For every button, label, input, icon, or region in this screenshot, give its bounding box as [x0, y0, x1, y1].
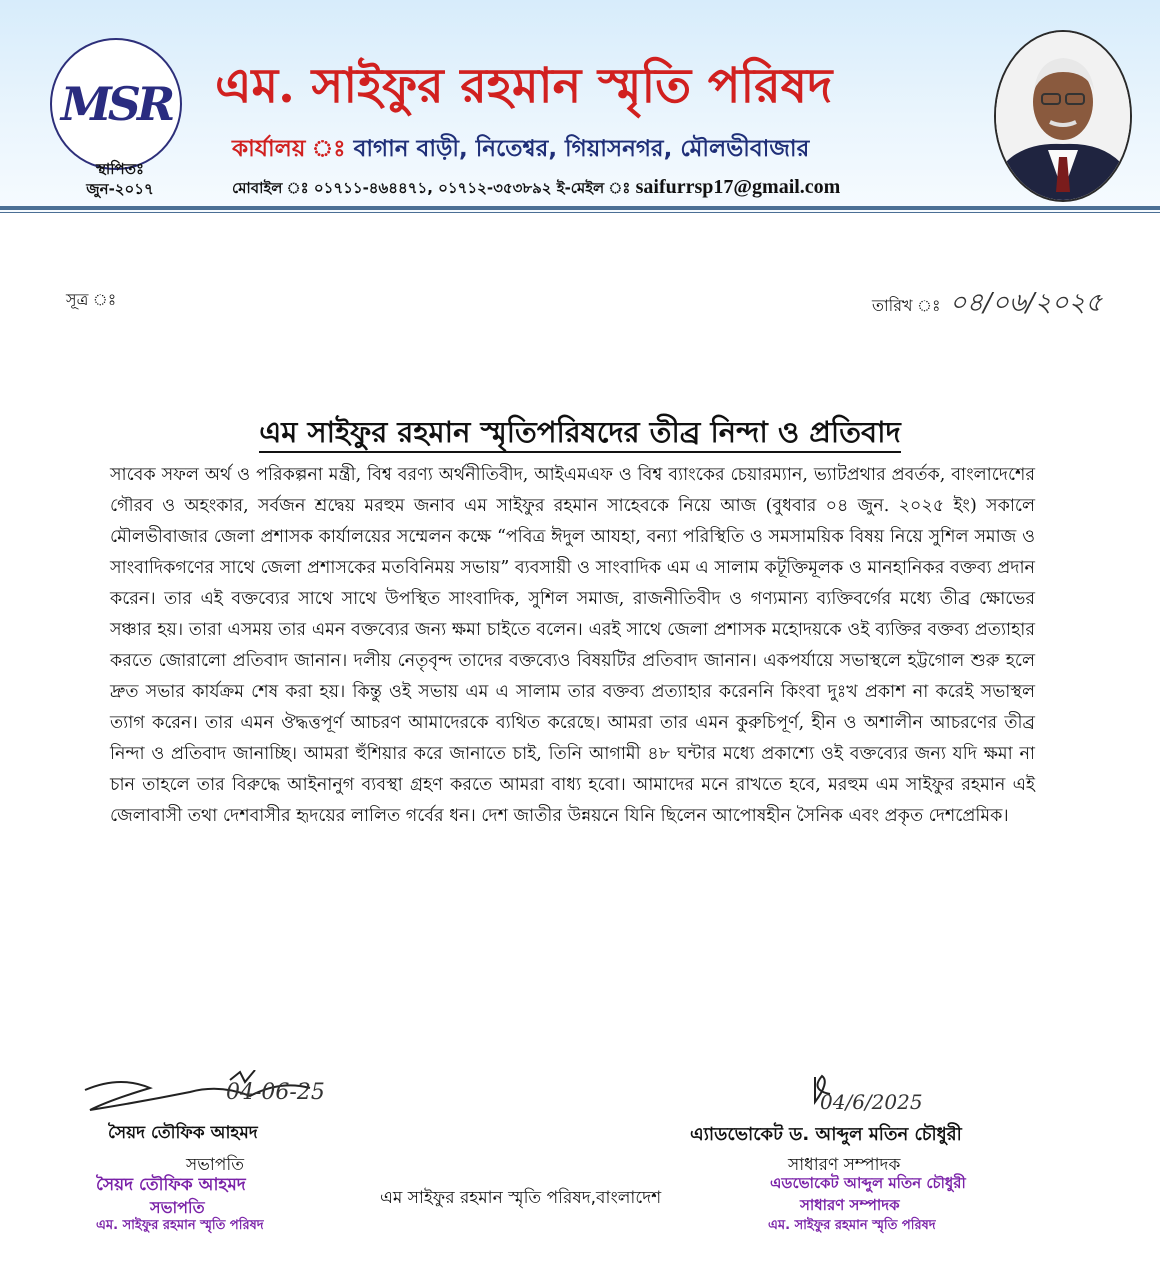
secretary-stamp-org: এম. সাইফুর রহমান স্মৃতি পরিষদ: [768, 1218, 936, 1233]
org-logo: [50, 38, 182, 170]
secretary-stamp-role: সাধারণ সম্পাদক: [800, 1196, 900, 1214]
established-label: স্থাপিতঃ: [95, 160, 144, 178]
logo-text: MSR: [60, 77, 172, 131]
phone-numbers: মোবাইল ঃ ০১৭১১-৪৬৪৪৭১, ০১৭১২-৩৫৩৮৯২ ই-মেইল ঃ: [232, 179, 631, 197]
footer-organization: এম সাইফুর রহমান স্মৃতি পরিষদ,বাংলাদেশ: [380, 1188, 662, 1208]
date-label: তারিখ ঃ: [872, 296, 941, 315]
contact-line: [232, 176, 840, 202]
president-stamp-org: এম. সাইফুর রহমান স্মৃতি পরিষদ: [96, 1218, 264, 1233]
date-line: [872, 282, 1102, 326]
left-signature-date: 04-06-25: [226, 1080, 325, 1105]
statement-title-text: এম সাইফুর রহমান স্মৃতিপরিষদের তীব্র নিন্দা ও প্রতিবাদ: [259, 415, 901, 453]
secretary-stamp-name: এডভোকেট আব্দুল মতিন চৌধুরী: [770, 1174, 966, 1192]
president-role: সভাপতি: [186, 1155, 244, 1175]
reference-label: সূত্র ঃ: [66, 290, 117, 309]
secretary-role: সাধারণ সম্পাদক: [788, 1155, 901, 1175]
statement-body: সাবেক সফল অর্থ ও পরিকল্পনা মন্ত্রী, বিশ্ব বরণ্য অর্থনীতিবীদ, আইএমএফ ও বিশ্ব ব্যাংকের চেয়ারম্যান, ভ্যাটপ্রথার প্রবর্তক, বাংলাদেশের গৌরব ও অহংকার, সর্বজন শ্রদ্বেয় মরহুম জনাব এম সাইফুর রহমান সাহেবকে নিয়ে আজ (বুধবার ০৪ জুন. ২০২৫ ইং) সকালে মৌলভীবাজার জেলা প্রশাসক কার্যালয়ের সম্মেলন কক্ষে “পবিত্র ঈদুল আযহা, বন্যা পরিস্থিতি ও সমসাময়িক বিষয় নিয়ে সুশিল সমাজ ও সাংবাদিকগণের সাথে জেলা প্রশাসকের মতবিনিময় সভায়” ব্যবসায়ী ও সাংবাদিক এম এ সালাম কটূক্তিমূলক ও মানহানিকর বক্তব্য প্রদান করেন। তার এই বক্তব্যের সাথে সাথে উপস্থিত সাংবাদিক, সুশিল সমাজ, রাজনীতিবীদ ও গণ্যমান্য ব্যক্তিবর্গের মধ্যে তীব্র ক্ষোভের সঞ্চার হয়। তারা এসময় তার এমন বক্তব্যের জন্য ক্ষমা চাইতে বলেন। এরই সাথে জেলা প্রশাসক মহোদয়কে ওই ব্যক্তির বক্তব্য প্রত্যাহার করতে জোরালো প্রতিবাদ জানান। দলীয় নেতৃবৃন্দ তাদের বক্তব্যেও বিষয়টির প্রতিবাদ জানান। একপর্যায়ে সভাস্থলে হট্টগোল শুরু হলে দ্রুত সভার কার্যক্রম শেষ করা হয়। কিন্তু ওই সভায় এম এ সালাম তার বক্তব্য প্রত্যাহার করেননি কিংবা দুঃখ প্রকাশ না করেই সভাস্থল ত্যাগ করেন। তার এমন ঔদ্ধত্তপূর্ণ আচরণ আমাদেরকে ব্যথিত করেছে। আমরা তার এমন কুরুচিপূর্ণ, হীন ও অশালীন আচরণের তীব্র নিন্দা ও প্রতিবাদ জানাচ্ছি। আমরা হুঁশিয়ার করে জানাতে চাই, তিনি আগামী ৪৮ ঘন্টার মধ্যে প্রকাশ্যে ওই বক্তব্যের জন্য যদি ক্ষমা না চান তাহলে তার বিরুদ্ধে আইনানুগ ব্যবস্থা গ্রহণ করতে আমরা বাধ্য হবো। আমাদের মনে রাখতে হবে, মরহুম এম সাইফুর রহমান এই জেলাবাসী তথা দেশবাসীর হৃদয়ের লালিত গর্বের ধন। দেশ জাতীর উন্নয়নে যিনি ছিলেন আপোষহীন সৈনিক এবং প্রকৃত দেশপ্রেমিক।: [110, 465, 1035, 826]
secretary-name: এ্যাডভোকেট ড. আব্দুল মতিন চৌধুরী: [690, 1124, 962, 1145]
office-address-line: [232, 130, 809, 169]
email-address: saifurrsp17@gmail.com: [635, 176, 841, 198]
office-label: কার্যালয় ঃ: [232, 136, 346, 162]
date-value: ০৪/০৬/২০২৫: [949, 288, 1103, 318]
president-stamp-role: সভাপতি: [150, 1198, 205, 1217]
president-stamp-name: সৈয়দ তৌফিক আহমদ: [96, 1175, 246, 1195]
president-name: সৈয়দ তৌফিক আহমদ: [108, 1123, 258, 1143]
header-divider-thin: [0, 212, 1160, 213]
portrait-photo: [994, 30, 1132, 202]
header-divider: [0, 206, 1160, 210]
statement-title: [0, 410, 1160, 459]
right-signature-date: 04/6/2025: [820, 1090, 923, 1114]
org-title: এম. সাইফুর রহমান স্মৃতি পরিষদ: [215, 58, 833, 114]
established-date: জুন-২০১৭: [86, 180, 154, 198]
office-address: বাগান বাড়ী, নিতেশ্বর, গিয়াসনগর, মৌলভীবাজার: [353, 136, 810, 162]
